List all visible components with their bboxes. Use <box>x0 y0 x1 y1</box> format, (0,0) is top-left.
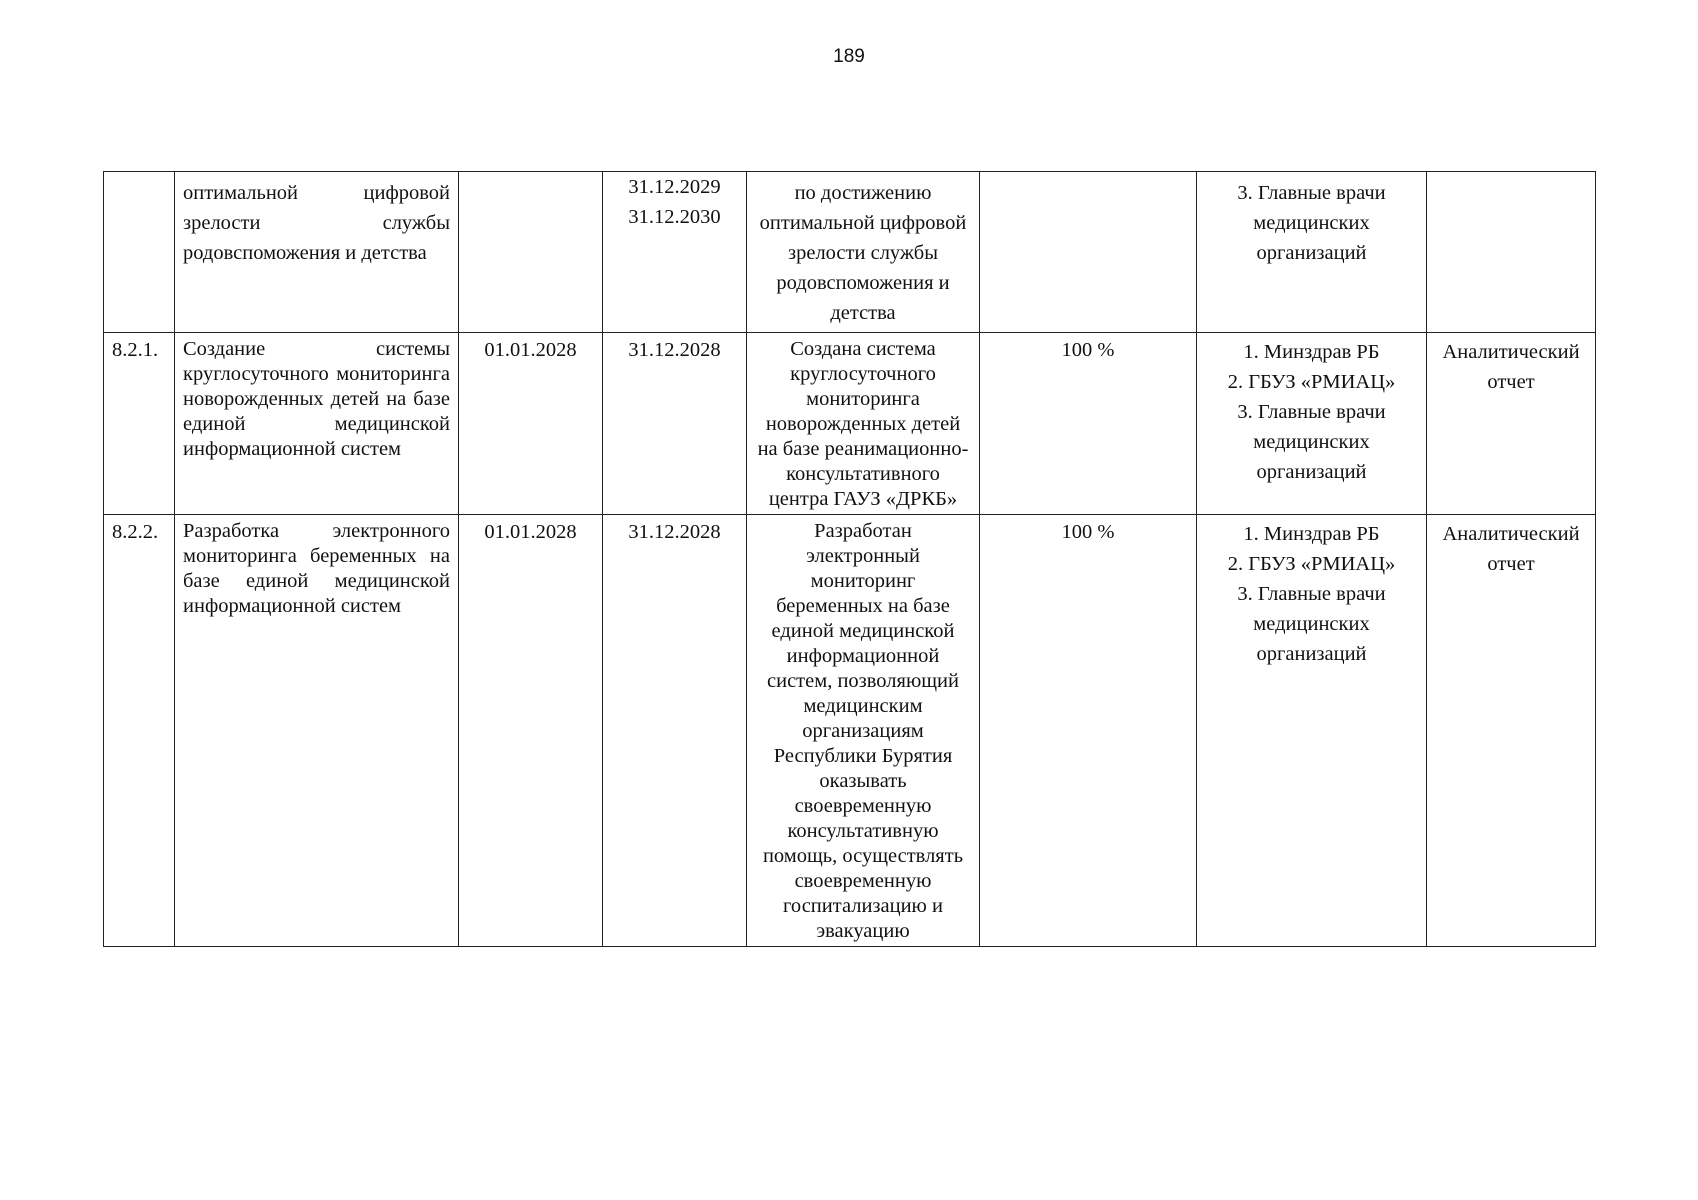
table-row <box>104 515 1596 947</box>
end-date-cell <box>603 515 747 947</box>
executors-cell <box>1197 333 1427 515</box>
end-date: 31.12.2028 <box>628 521 721 543</box>
end-date: 31.12.2028 <box>628 339 721 361</box>
end-date: 31.12.2029 <box>628 176 721 198</box>
end-date: 31.12.2030 <box>628 206 721 228</box>
report-form-cell: Аналитический отчет <box>1427 515 1596 947</box>
executor: 3. Главные врачи медицинских организаций <box>1237 401 1386 483</box>
table-row <box>104 333 1596 515</box>
start-date-cell: 01.01.2028 <box>459 333 603 515</box>
executor: 1. Минздрав РБ <box>1243 523 1380 545</box>
executor: 3. Главные врачи медицинских организаций <box>1237 583 1386 665</box>
executors-cell <box>1197 172 1427 333</box>
table-row <box>104 172 1596 333</box>
indicator-cell <box>980 172 1197 333</box>
expected-result-cell: Разработан электронный мониторинг беременных на базе единой медицинской информационной систем, позволяющий медицинским организациям Республики Бурятия оказывать своевременную консультативную помощь, осуществлять своевременную госпитализацию и эвакуацию <box>747 515 980 947</box>
executor: 1. Минздрав РБ <box>1243 341 1380 363</box>
item-number-cell: 8.2.1. <box>104 333 175 515</box>
item-name-cell: Создание системы круглосуточного мониторинга новорожденных детей на базе единой медицинской информационной систем <box>175 333 459 515</box>
executors-cell <box>1197 515 1427 947</box>
page-number: 189 <box>833 46 865 67</box>
indicator-cell: 100 % <box>980 515 1197 947</box>
start-date-cell: 01.01.2028 <box>459 515 603 947</box>
report-form-cell <box>1427 172 1596 333</box>
end-date-cell <box>603 172 747 333</box>
start-date-cell <box>459 172 603 333</box>
executor: 2. ГБУЗ «РМИАЦ» <box>1227 553 1396 575</box>
plan-table <box>103 171 1596 947</box>
item-number-cell <box>104 172 175 333</box>
executor: 2. ГБУЗ «РМИАЦ» <box>1227 371 1396 393</box>
item-number-cell: 8.2.2. <box>104 515 175 947</box>
report-form-cell: Аналитический отчет <box>1427 333 1596 515</box>
item-name-cell: Разработка электронного мониторинга беременных на базе единой медицинской информационной систем <box>175 515 459 947</box>
indicator-cell: 100 % <box>980 333 1197 515</box>
executor: 3. Главные врачи медицинских организаций <box>1237 182 1386 264</box>
expected-result-cell: по достижению оптимальной цифровой зрелости службы родовспоможения и детства <box>747 172 980 333</box>
end-date-cell <box>603 333 747 515</box>
expected-result-cell: Создана система круглосуточного мониторинга новорожденных детей на базе реанимационно-консультативного центра ГАУЗ «ДРКБ» <box>747 333 980 515</box>
item-name-cell: оптимальной цифровой зрелости службы родовспоможения и детства <box>175 172 459 333</box>
